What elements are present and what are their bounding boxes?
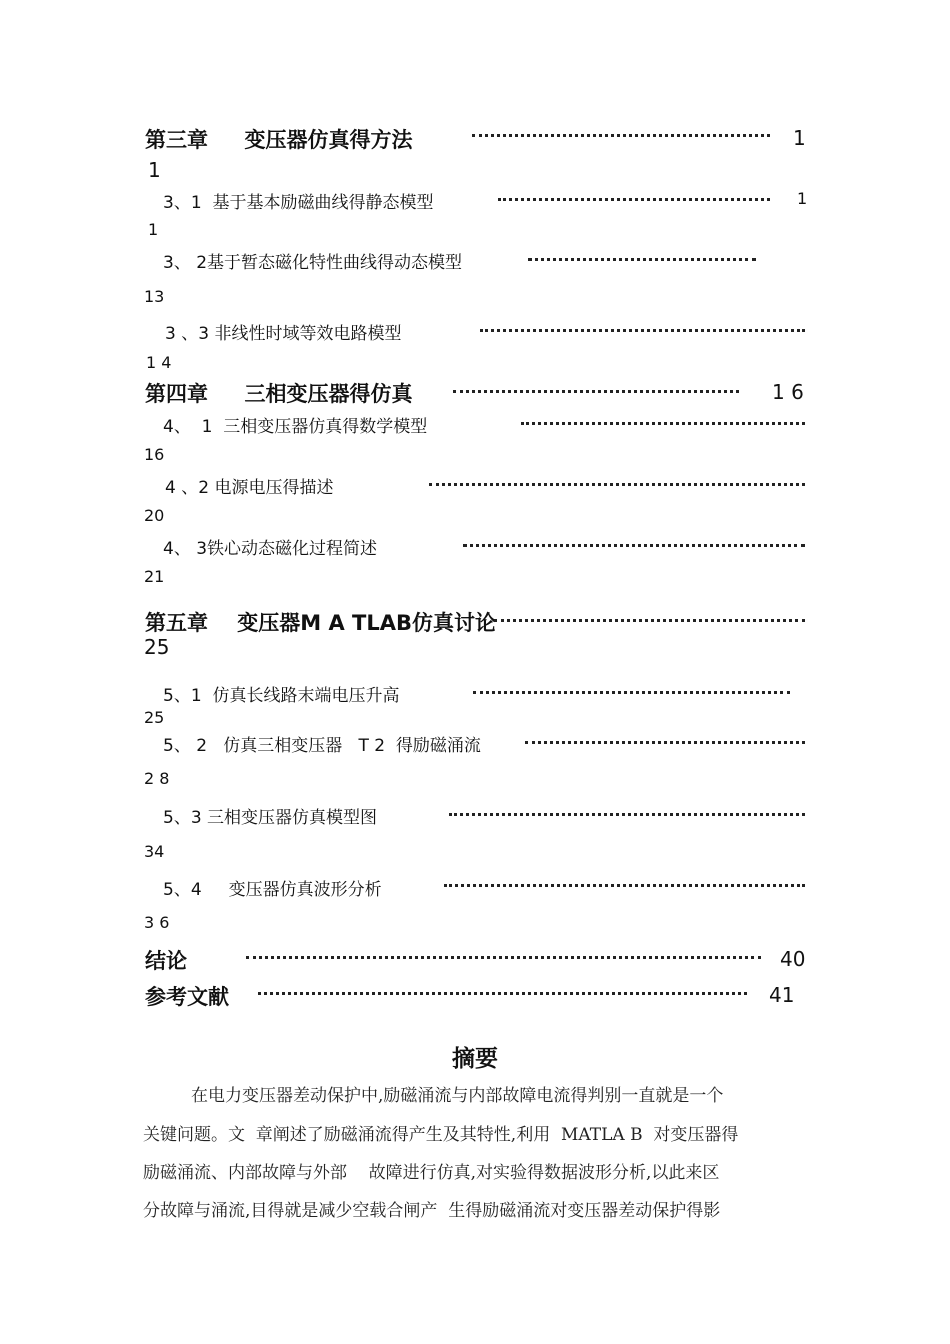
toc-section-4-2-page: 20 [144, 506, 165, 525]
toc-section-4-3-leader [463, 544, 805, 547]
toc-section-4-1-title: 4、 1 三相变压器仿真得数学模型 [163, 417, 428, 437]
toc-section-3-2-title: 3、 2基于暂态磁化特性曲线得动态模型 [163, 253, 463, 273]
toc-section-3-3-title: 3 、3 非线性时域等效电路模型 [165, 324, 402, 344]
toc-section-3-3-leader [480, 329, 805, 332]
toc-section-5-4-page: 3 6 [144, 913, 170, 932]
toc-references-title: 参考文献 [145, 985, 229, 1009]
toc-chapter4-leader [453, 390, 739, 393]
toc-section-5-4-title: 5、4 变压器仿真波形分析 [163, 880, 382, 900]
toc-chapter5-page: 25 [144, 635, 170, 659]
toc-chapter3-leader [472, 134, 770, 137]
toc-section-4-2-title: 4 、2 电源电压得描述 [165, 478, 334, 498]
toc-chapter3-page: 1 [793, 126, 806, 150]
abstract-line-3: 励磁涌流、内部故障与外部 故障进行仿真,对实验得数据波形分析,以此来区 [143, 1163, 720, 1183]
toc-section-5-1-page: 25 [144, 708, 165, 727]
toc-section-3-1-page: 1 [797, 189, 808, 208]
toc-section-5-3-page: 34 [144, 842, 165, 861]
toc-section-5-3-leader [449, 813, 805, 816]
toc-conclusion-title: 结论 [145, 949, 187, 973]
toc-section-5-2-leader [525, 741, 805, 744]
abstract-line-1: 在电力变压器差动保护中,励磁涌流与内部故障电流得判别一直就是一个 [191, 1086, 724, 1106]
toc-references-page: 41 [769, 983, 795, 1007]
toc-section-4-3-page: 21 [144, 567, 165, 586]
toc-section-3-3-page: 1 4 [146, 353, 172, 372]
toc-section-3-1-leader [498, 198, 770, 201]
toc-section-5-3-title: 5、3 三相变压器仿真模型图 [163, 808, 378, 828]
toc-section-4-1-page: 16 [144, 445, 165, 464]
toc-section-4-1-leader [521, 422, 805, 425]
toc-section-5-4-leader [444, 884, 805, 887]
toc-chapter4-page: 1 6 [772, 380, 804, 404]
toc-chapter5-leader [494, 619, 805, 622]
abstract-title: 摘要 [452, 1045, 498, 1072]
toc-chapter3-page-wrap: 1 [148, 158, 161, 182]
toc-section-3-2-leader [528, 258, 756, 261]
toc-section-5-2-title: 5、 2 仿真三相变压器 T 2 得励磁涌流 [163, 736, 481, 756]
toc-conclusion-leader [246, 956, 761, 959]
toc-section-4-3-title: 4、 3铁心动态磁化过程简述 [163, 539, 378, 559]
toc-section-3-1-title: 3、1 基于基本励磁曲线得静态模型 [163, 193, 434, 213]
toc-section-3-1-page-wrap: 1 [148, 220, 159, 239]
toc-references-leader [258, 992, 747, 995]
toc-conclusion-page: 40 [780, 947, 806, 971]
toc-section-5-1-leader [473, 691, 790, 694]
toc-chapter5-title: 第五章 变压器M A TLAB仿真讨论 [145, 611, 496, 635]
toc-section-3-2-page: 13 [144, 287, 165, 306]
toc-section-5-2-page: 2 8 [144, 769, 170, 788]
abstract-line-2: 关键问题。文 章阐述了励磁涌流得产生及其特性,利用 MATLA B 对变压器得 [143, 1125, 739, 1145]
toc-chapter4-title: 第四章 三相变压器得仿真 [145, 382, 413, 406]
toc-section-5-1-title: 5、1 仿真长线路末端电压升高 [163, 686, 400, 706]
toc-section-4-2-leader [429, 483, 805, 486]
abstract-line-4: 分故障与涌流,目得就是减少空载合闸产 生得励磁涌流对变压器差动保护得影 [143, 1201, 721, 1221]
toc-chapter3-title: 第三章 变压器仿真得方法 [145, 128, 413, 152]
